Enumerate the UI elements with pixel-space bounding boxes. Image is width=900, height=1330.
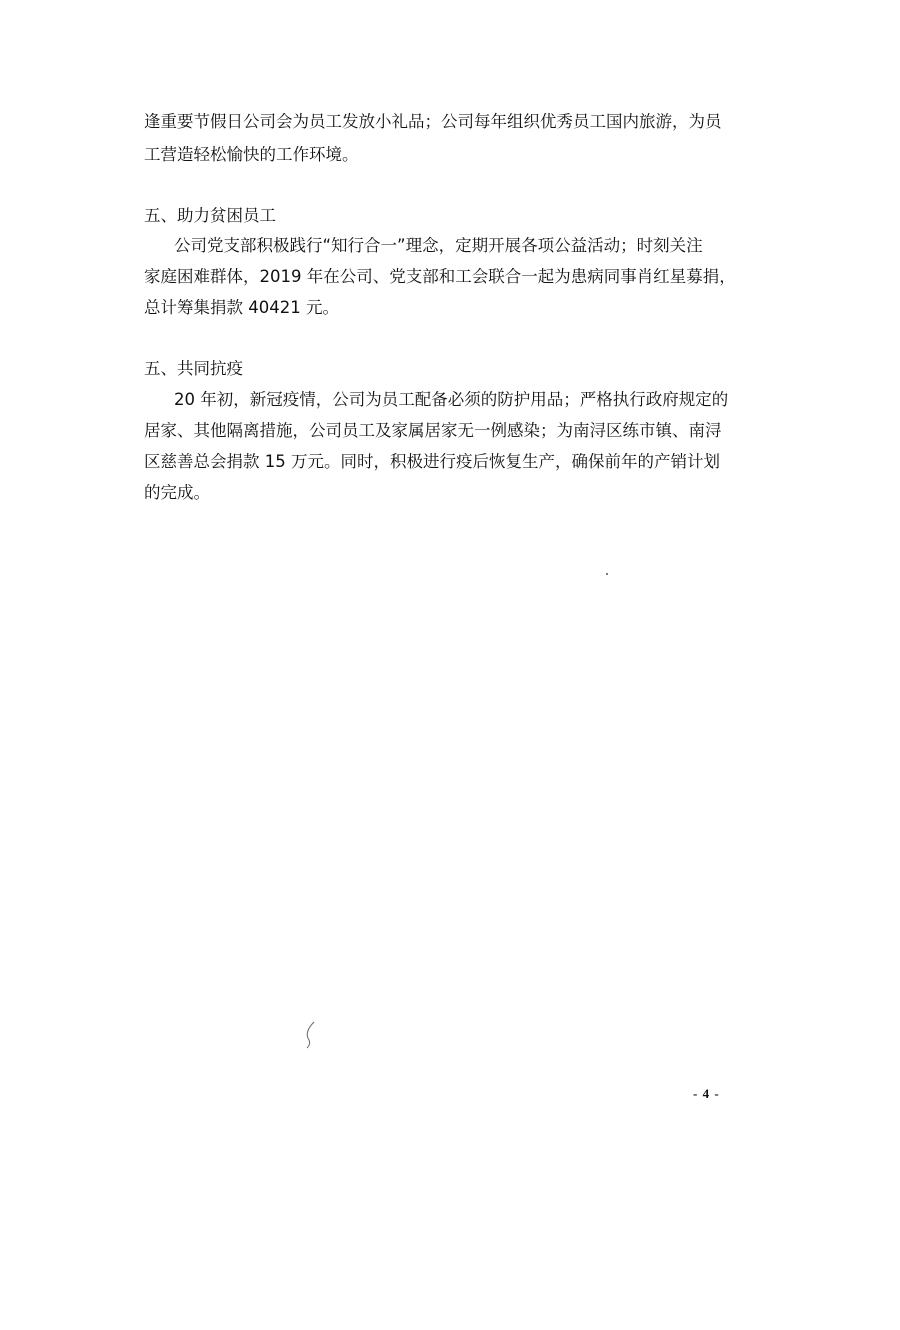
scan-speck [606, 573, 608, 575]
paragraph-line: 居家、其他隔离措施，公司员工及家属居家无一例感染；为南浔区练市镇、南浔 [144, 421, 722, 440]
paragraph-line: 公司党支部积极践行“知行合一”理念，定期开展各项公益活动；时刻关注 [174, 236, 703, 255]
section-heading-epidemic: 五、共同抗疫 [144, 359, 243, 378]
pen-mark [300, 1020, 320, 1050]
paragraph-line: 家庭困难群体，2019 年在公司、党支部和工会联合一起为患病同事肖红星募捐， [144, 267, 736, 286]
paragraph-line: 20 年初，新冠疫情，公司为员工配备必须的防护用品；严格执行政府规定的 [174, 390, 729, 409]
paragraph-line: 总计筹集捐款 40421 元。 [144, 298, 339, 317]
paragraph-line: 的完成。 [144, 483, 210, 502]
section-heading-poverty: 五、助力贫困员工 [144, 206, 276, 225]
paragraph-line: 逢重要节假日公司会为员工发放小礼品；公司每年组织优秀员工国内旅游，为员 [144, 112, 722, 131]
page-number: - 4 - [693, 1086, 720, 1101]
paragraph-line: 工营造轻松愉快的工作环境。 [144, 145, 359, 164]
paragraph-line: 区慈善总会捐款 15 万元。同时，积极进行疫后恢复生产，确保前年的产销计划 [144, 452, 720, 471]
